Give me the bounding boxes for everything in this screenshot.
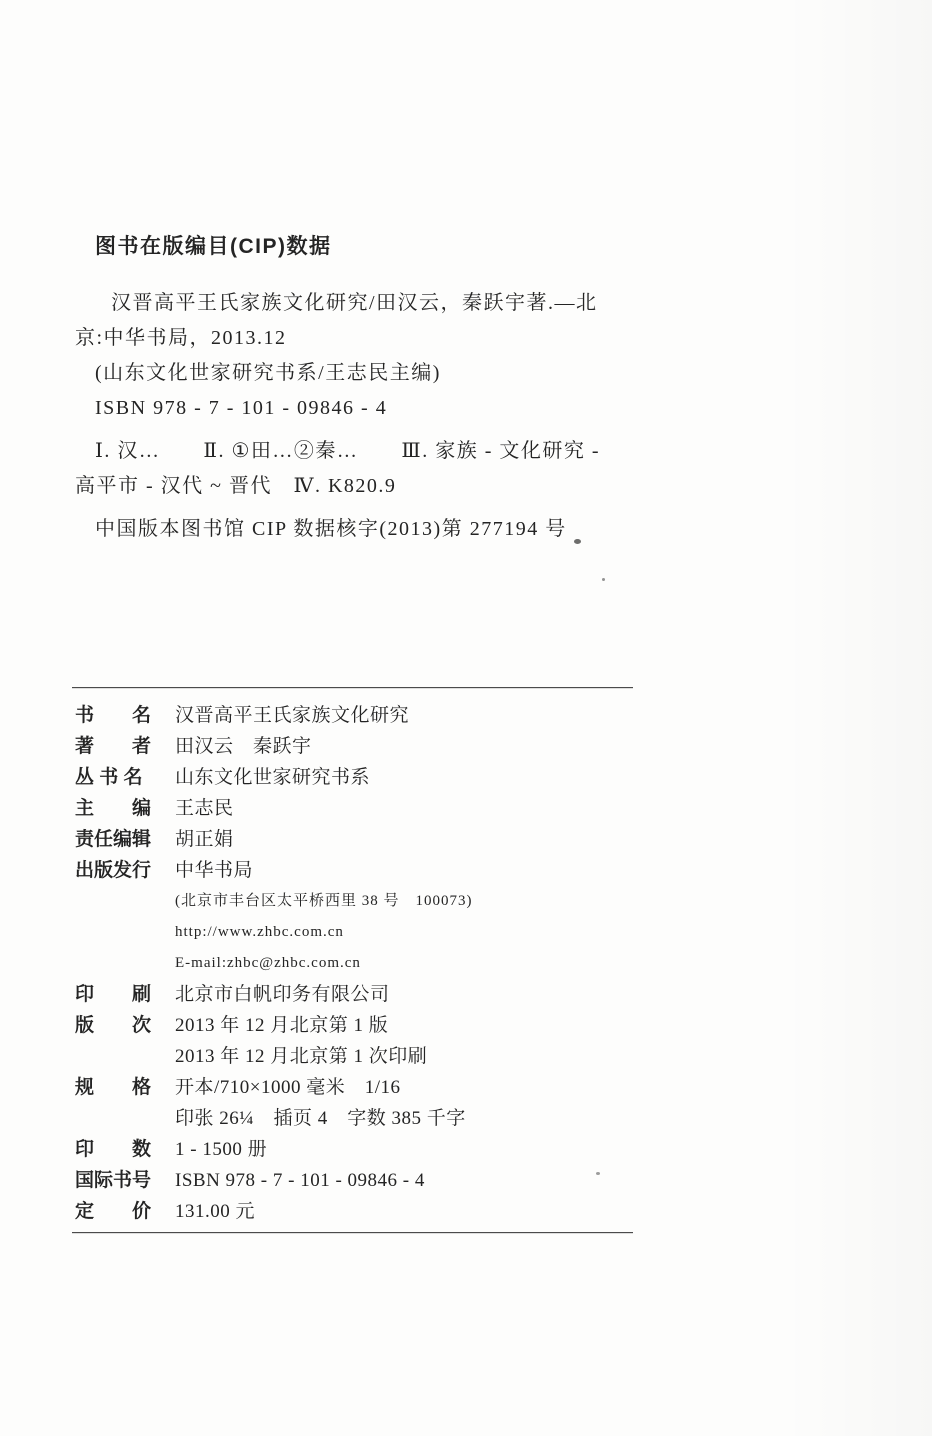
- row-label: 国际书号: [75, 1170, 152, 1191]
- row-label: 出版发行: [75, 860, 152, 881]
- cip-isbn: ISBN 978 - 7 - 101 - 09846 - 4: [95, 397, 388, 419]
- row-label: 责任编辑: [75, 829, 152, 850]
- row-value: 田汉云 秦跃宇: [175, 736, 312, 757]
- cip-record-number: 中国版本图书馆 CIP 数据核字(2013)第 277194 号: [95, 518, 567, 540]
- row-value: ISBN 978 - 7 - 101 - 09846 - 4: [175, 1170, 425, 1191]
- row-label: 著 者: [75, 736, 152, 757]
- row-label: 印 数: [75, 1139, 152, 1160]
- colophon-row-chief-editor: [75, 793, 695, 824]
- row-value: http://www.zhbc.com.cn: [175, 924, 344, 940]
- colophon-row-printer: [75, 979, 695, 1010]
- cip-heading: 图书在版编目(CIP)数据: [95, 235, 332, 258]
- colophon-row-print-run: [75, 1134, 695, 1165]
- row-label: 主 编: [75, 798, 152, 819]
- table-bottom-rule: [72, 1232, 633, 1233]
- row-value: 2013 年 12 月北京第 1 版: [175, 1015, 389, 1036]
- row-value: E-mail:zhbc@zhbc.com.cn: [175, 955, 361, 971]
- row-label: 丛 书 名: [75, 767, 143, 788]
- row-label: 印 刷: [75, 984, 152, 1005]
- colophon-row-publisher-email: [75, 948, 695, 979]
- colophon-table: [75, 700, 695, 1227]
- colophon-row-publisher-website: [75, 917, 695, 948]
- row-value: 中华书局: [175, 860, 254, 881]
- colophon-row-authors: [75, 731, 695, 762]
- colophon-row-book-title: [75, 700, 695, 731]
- row-label: 版 次: [75, 1015, 152, 1036]
- row-value: (北京市丰台区太平桥西里 38 号 100073): [175, 893, 473, 909]
- colophon-row-price: [75, 1196, 695, 1227]
- colophon-row-series-title: [75, 762, 695, 793]
- row-value: 汉晋高平王氏家族文化研究: [175, 705, 410, 726]
- row-value: 山东文化世家研究书系: [175, 767, 371, 788]
- colophon-row-sheets-words: [75, 1103, 695, 1134]
- cip-classification-line-1: Ⅰ. 汉… Ⅱ. ①田…②秦… Ⅲ. 家族 - 文化研究 -: [95, 440, 601, 462]
- cip-description-line-2: 京:中华书局，2013.12: [75, 327, 287, 349]
- row-label: 规 格: [75, 1077, 152, 1098]
- row-value: 王志民: [175, 798, 234, 819]
- colophon-row-edition: [75, 1010, 695, 1041]
- colophon-row-publisher-address: [75, 886, 695, 917]
- row-label: 定 价: [75, 1201, 152, 1222]
- scan-speck: [602, 578, 605, 581]
- colophon-row-managing-editor: [75, 824, 695, 855]
- row-value: 北京市白帆印务有限公司: [175, 984, 390, 1005]
- colophon-row-format: [75, 1072, 695, 1103]
- row-value: 胡正娟: [175, 829, 234, 850]
- row-value: 1 - 1500 册: [175, 1139, 268, 1160]
- row-value: 2013 年 12 月北京第 1 次印刷: [175, 1046, 428, 1067]
- colophon-row-printing: [75, 1041, 695, 1072]
- cip-series-note: (山东文化世家研究书系/王志民主编): [95, 362, 441, 384]
- table-top-rule: [72, 687, 633, 688]
- row-label: 书 名: [75, 705, 152, 726]
- cip-classification-line-2: 高平市 - 汉代 ~ 晋代 Ⅳ. K820.9: [75, 475, 397, 497]
- colophon-row-isbn: [75, 1165, 695, 1196]
- row-value: 印张 26¼ 插页 4 字数 385 千字: [175, 1108, 466, 1129]
- colophon-row-publisher: [75, 855, 695, 886]
- cip-data-block: [75, 232, 675, 547]
- row-value: 开本/710×1000 毫米 1/16: [175, 1077, 401, 1098]
- row-value: 131.00 元: [175, 1201, 256, 1222]
- cip-description-line-1: 汉晋高平王氏家族文化研究/田汉云，秦跃宇著.—北: [111, 292, 598, 314]
